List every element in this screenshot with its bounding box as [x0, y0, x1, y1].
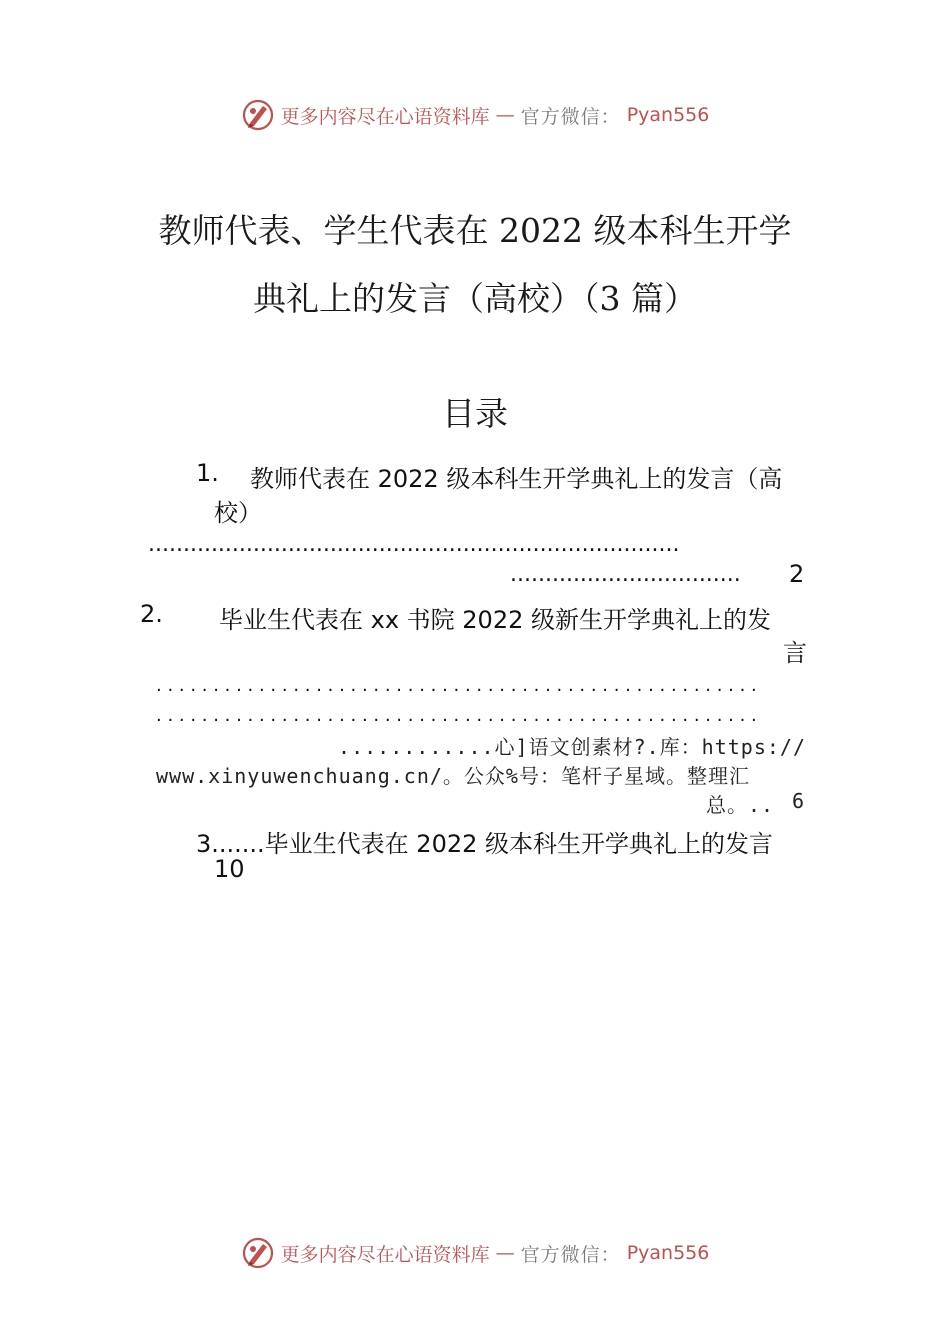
toc-item-1-number: 1. — [196, 459, 219, 487]
toc-item-2-title-line2: 言 — [783, 639, 807, 667]
toc-item-2-page: 6 — [792, 789, 806, 813]
banner-wechat-label: 官方微信： — [520, 1243, 621, 1266]
banner-wechat-id: Pyan556 — [626, 104, 710, 126]
toc-heading: 目录 — [442, 394, 508, 433]
toc-item-3-page: 10 — [214, 855, 245, 883]
toc-item-2-leader-line2: . . . . . . . . . . . . . . . . . . . . . . . . . . . . . . . . . . . . . . . . . . . . . . . . . . . . . — [156, 705, 757, 726]
toc-item-1-leader-line2: ................................. — [510, 562, 741, 587]
toc-item-1-title-line2: 校） — [214, 499, 262, 527]
header-banner — [0, 95, 950, 135]
document-title-line1: 教师代表、学生代表在 2022 级本科生开学 — [158, 211, 792, 250]
toc-item-1-leader-line1: ............................................................................ — [148, 532, 680, 557]
toc-item-1-title-line1: 教师代表在 2022 级本科生开学典礼上的发言（高 — [250, 465, 783, 493]
pen-seal-icon — [241, 98, 275, 132]
toc-item-2-watermark-line2: www.xinyuwenchuang.cn/。公众%号：笔杆子星域。整理汇 — [156, 764, 750, 788]
toc-item-2-watermark-line1: ............心]语文创素材?.库：https:// — [338, 735, 806, 759]
banner-wechat-id: Pyan556 — [626, 1242, 710, 1264]
banner-text: 更多内容尽在心语资料库 — [280, 1243, 490, 1266]
banner-wechat-label: 官方微信： — [520, 105, 621, 128]
banner-separator: — — [495, 1242, 515, 1264]
document-title-line2: 典礼上的发言（高校）（3 篇） — [253, 279, 697, 318]
footer-banner — [0, 1233, 950, 1273]
toc-item-2-number: 2. — [140, 600, 163, 628]
banner-text: 更多内容尽在心语资料库 — [280, 105, 490, 128]
toc-item-2-leader-line1: . . . . . . . . . . . . . . . . . . . . . . . . . . . . . . . . . . . . . . . . . . . . . . . . . . . . . — [156, 675, 757, 696]
banner-separator: — — [495, 104, 515, 126]
toc-item-2-title-line1: 毕业生代表在 xx 书院 2022 级新生开学典礼上的发 — [219, 606, 771, 634]
toc-item-3-title: 3.......毕业生代表在 2022 级本科生开学典礼上的发言 — [196, 830, 774, 858]
toc-item-1-page: 2 — [789, 560, 805, 588]
pen-seal-icon — [241, 1236, 275, 1270]
toc-item-2-watermark-line3: 总。.. — [706, 793, 775, 817]
